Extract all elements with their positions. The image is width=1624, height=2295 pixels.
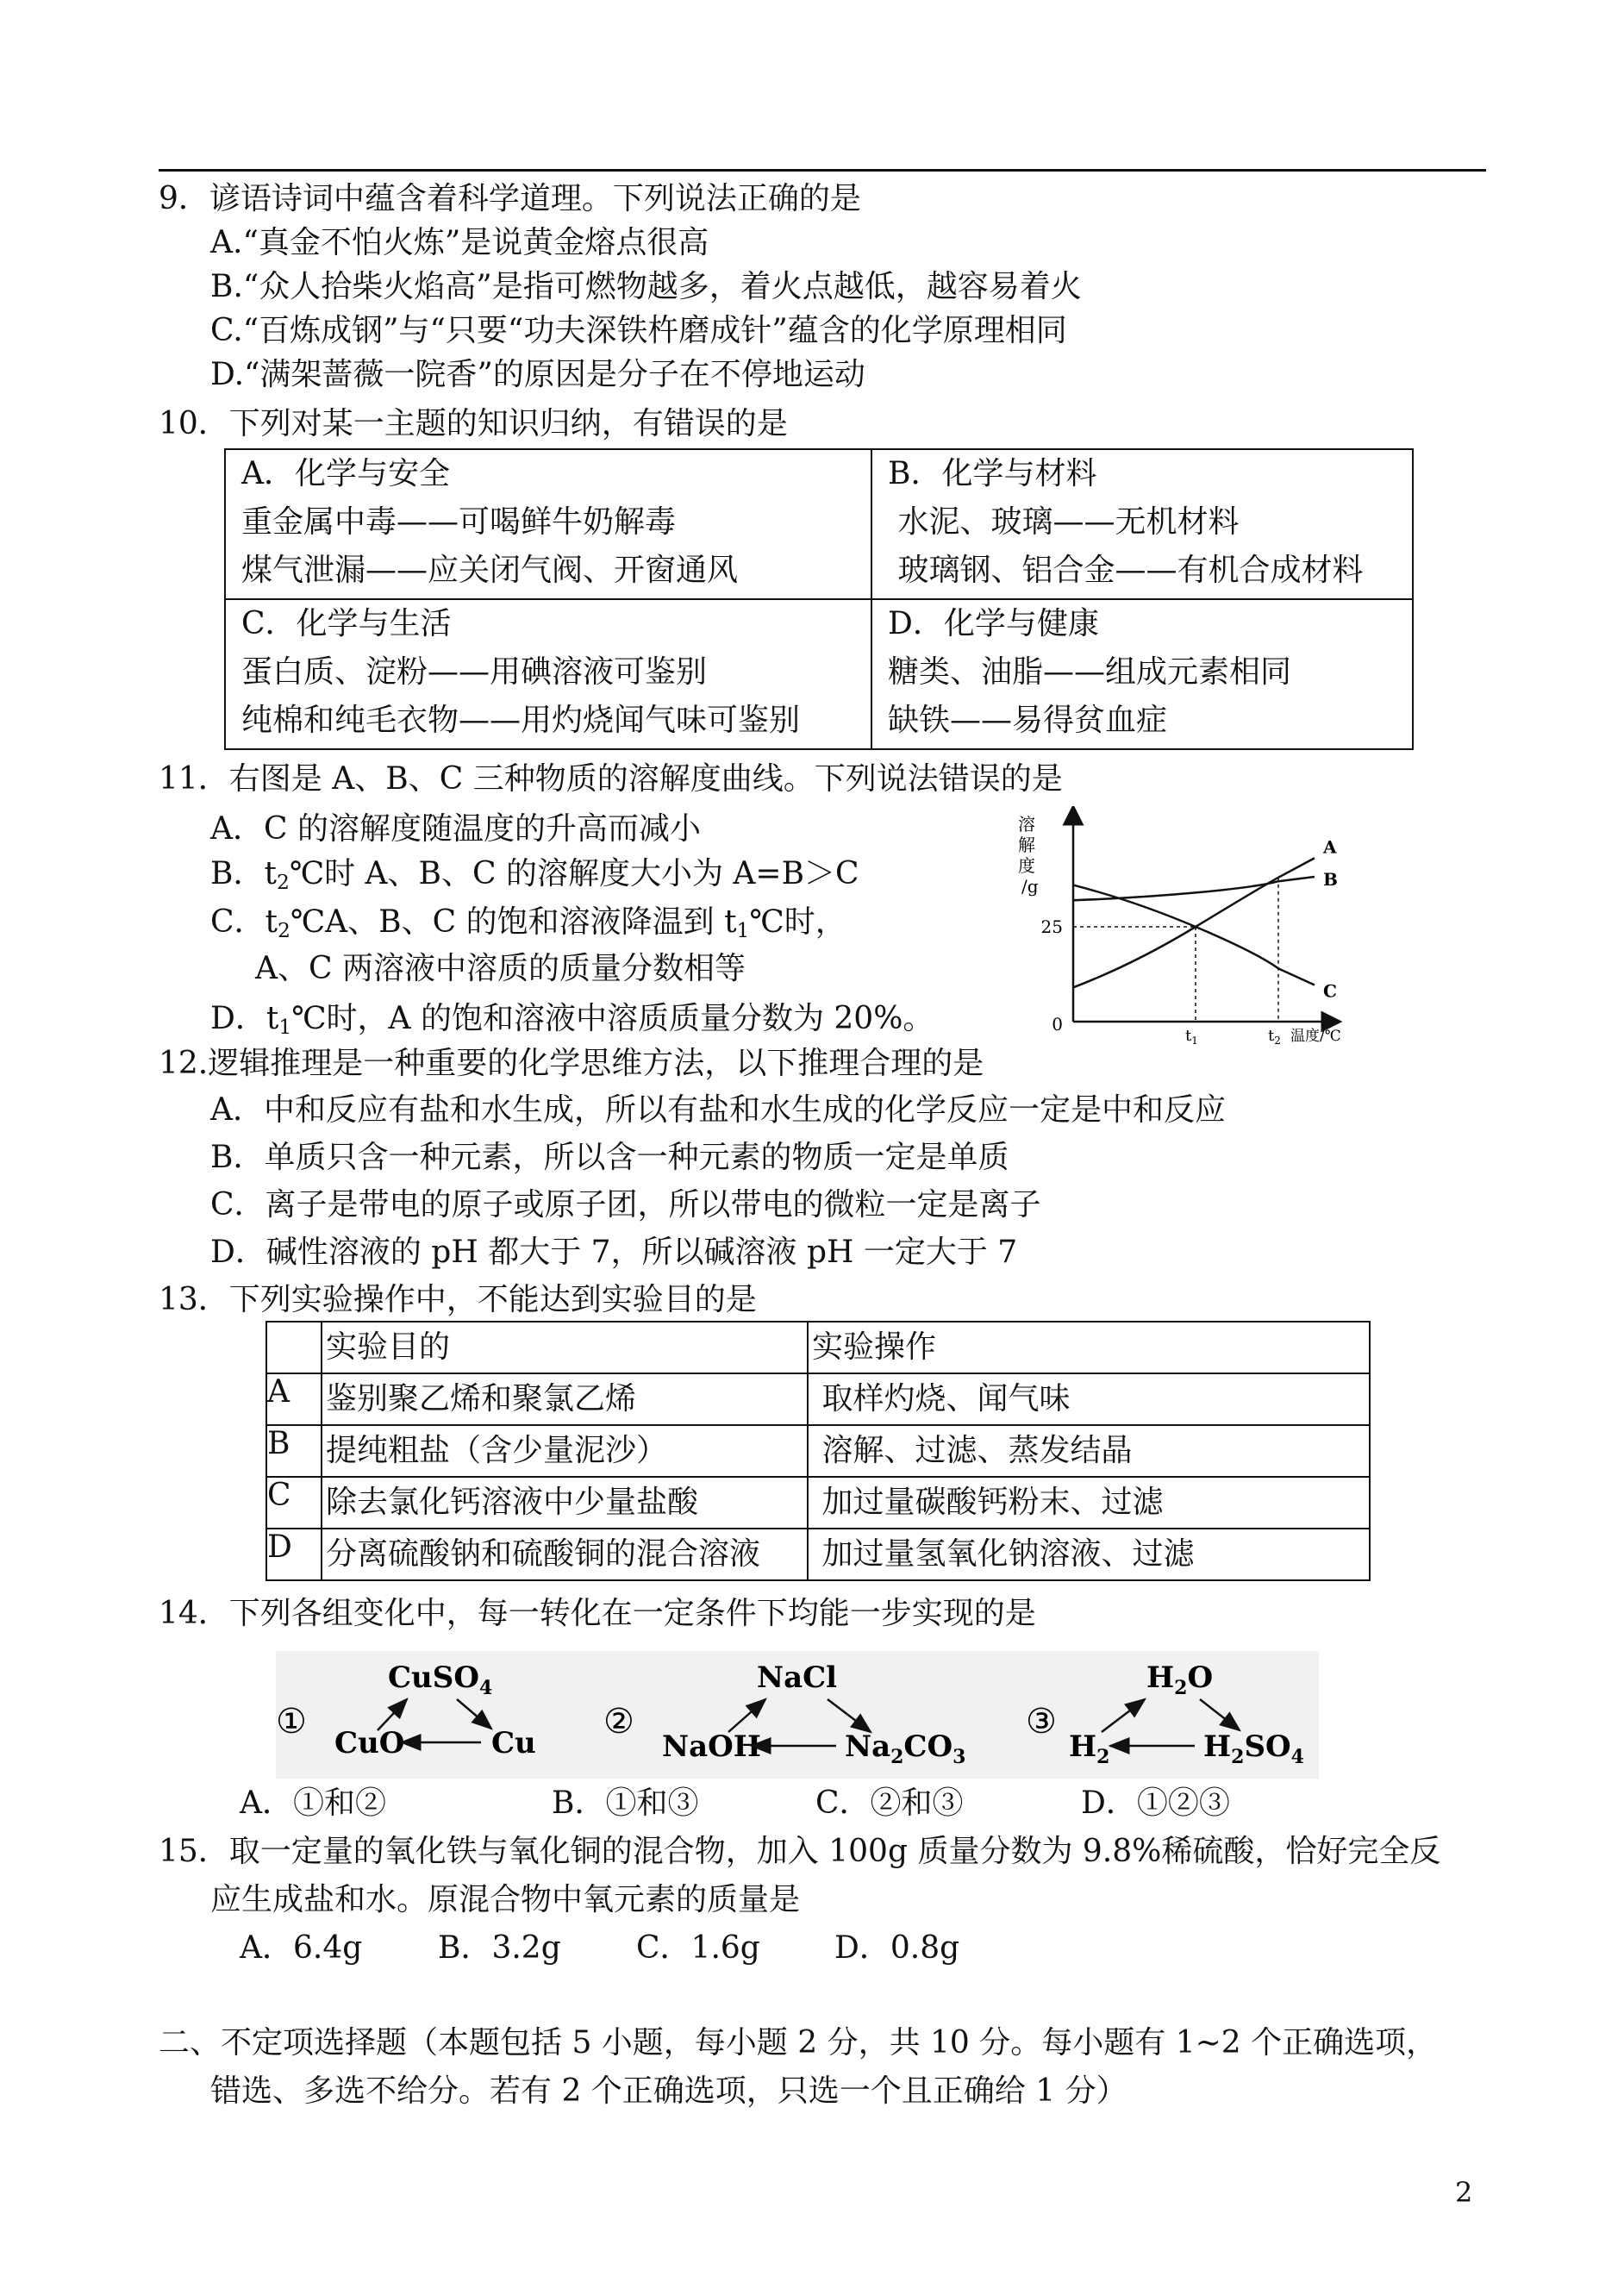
q13-row-b-label: B (266, 1425, 322, 1477)
q13-row-d-label: D (266, 1529, 322, 1580)
q9-stem: 9．谚语诗词中蕴含着科学道理。下列说法正确的是 (159, 181, 861, 216)
diagram-3-right: $H_2SO_4$ (1203, 1729, 1304, 1768)
q13-header-purpose: 实验目的 (322, 1322, 808, 1373)
q13-header-blank (266, 1322, 322, 1373)
q13-row-d-operation: 加过量氢氧化钠溶液、过滤 (808, 1529, 1370, 1580)
curve-label-a: A (1323, 836, 1337, 858)
page-number: 2 (1455, 2176, 1473, 2209)
diagram-1-left: CuO (334, 1726, 405, 1760)
diagram-1-number: ① (276, 1702, 307, 1742)
t2-label: $t_2$ (1268, 1027, 1281, 1047)
diagram-2 (603, 1660, 965, 1768)
diagram-1 (276, 1660, 536, 1760)
diagram-2-arrow-top-right (828, 1699, 871, 1732)
diagram-3-left: $H_2$ (1069, 1729, 1110, 1768)
q13-header-operation: 实验操作 (808, 1322, 1370, 1373)
q13-row-d-purpose: 分离硫酸钠和硫酸铜的混合溶液 (322, 1529, 808, 1580)
y-axis-unit: /g (1021, 876, 1039, 897)
q13-row-b-purpose: 提纯粗盐（含少量泥沙） (322, 1425, 808, 1477)
conversion-diagrams-svg (276, 1651, 1319, 1779)
q14-answer-a: A．①和② (240, 1785, 386, 1821)
table-row (266, 1477, 1370, 1529)
diagram-2-number: ② (603, 1702, 634, 1742)
q11-option-d: D．$t_1℃$时，A 的饱和溶液中溶质质量分数为 20%。 (210, 1001, 934, 1039)
q15-line1: 15．取一定量的氧化铁与氧化铜的混合物，加入 100g 质量分数为 9.8%稀硫酸，恰好完全反 (159, 1834, 1441, 1869)
q10-cell-c-line1: 蛋白质、淀粉——用碘溶液可鉴别 (241, 654, 708, 690)
q14-answer-d: D．①②③ (1081, 1785, 1230, 1821)
q13-row-b-operation: 溶解、过滤、蒸发结晶 (808, 1425, 1370, 1477)
diagram-2-arrow-left-top (728, 1699, 765, 1732)
q13-row-c-label: C (266, 1477, 322, 1529)
curve-label-b: B (1323, 869, 1338, 891)
section2-line2: 错选、多选不给分。若有 2 个正确选项，只选一个且正确给 1 分） (210, 2073, 1127, 2109)
q10-cell-b-line1: 水泥、玻璃——无机材料 (888, 504, 1240, 540)
q13-header-row (266, 1322, 1370, 1373)
q15-answer-c: C．1.6g (636, 1930, 760, 1966)
q10-cell-d-title: D．化学与健康 (888, 606, 1099, 641)
q12-option-d: D．碱性溶液的 pH 都大于 7，所以碱溶液 pH 一定大于 7 (210, 1235, 1018, 1270)
table-row (266, 1529, 1370, 1580)
q15-answer-a: A．6.4g (240, 1930, 363, 1966)
q9-option-d: D.“满架蔷薇一院香”的原因是分子在不停地运动 (210, 357, 865, 392)
q11-stem: 11．右图是 A、B、C 三种物质的溶解度曲线。下列说法错误的是 (159, 761, 1063, 797)
curves-group (1073, 836, 1338, 1022)
q10-cell-c-line2: 纯棉和纯毛衣物——用灼烧闻气味可鉴别 (241, 703, 801, 738)
q15-line2: 应生成盐和水。原混合物中氧元素的质量是 (210, 1882, 801, 1917)
y-tick-25: 25 (1040, 916, 1063, 937)
q10-cell-a-line1: 重金属中毒——可喝鲜牛奶解毒 (241, 504, 677, 540)
curve-b (1073, 877, 1315, 900)
q10-cell-b-title: B．化学与材料 (888, 456, 1097, 491)
q14-answer-c: C．②和③ (815, 1785, 964, 1821)
curve-label-c: C (1323, 980, 1337, 1002)
q15-answer-d: D．0.8g (834, 1930, 960, 1966)
q9-option-b: B.“众人拾柴火焰高”是指可燃物越多，着火点越低，越容易着火 (210, 269, 1082, 304)
q10-cell-d (871, 599, 1413, 749)
header-rule (159, 169, 1486, 172)
q13-stem: 13．下列实验操作中，不能达到实验目的是 (159, 1282, 757, 1317)
q12-option-a: A．中和反应有盐和水生成，所以有盐和水生成的化学反应一定是中和反应 (210, 1092, 1226, 1128)
q13-table (265, 1321, 1371, 1581)
diagram-1-top: CuSO$_4$ (388, 1660, 493, 1699)
diagram-2-right: $Na_2CO_3$ (845, 1729, 966, 1768)
q12-option-c: C．离子是带电的原子或原子团，所以带电的微粒一定是离子 (210, 1187, 1041, 1223)
q9-option-c: C.“百炼成钢”与“只要“功夫深铁杵磨成针”蕴含的化学原理相同 (210, 313, 1067, 348)
table-row (266, 1373, 1370, 1425)
q10-cell-b-line2: 玻璃钢、铝合金——有机合成材料 (888, 553, 1364, 588)
q10-table (224, 448, 1414, 750)
y-axis-label (1018, 814, 1039, 897)
q11-option-b: B．$t_2℃$时 A、B、C 的溶解度大小为 A=B＞C (210, 856, 859, 894)
q10-stem: 10．下列对某一主题的知识归纳，有错误的是 (159, 406, 788, 441)
q10-cell-b (871, 449, 1413, 599)
diagram-3-arrow-left-top (1102, 1699, 1145, 1732)
q11-option-c-cont: A、C 两溶液中溶质的质量分数相等 (255, 951, 746, 986)
table-row (266, 1425, 1370, 1477)
q10-cell-c (225, 599, 871, 749)
q13-row-a-label: A (266, 1373, 322, 1425)
q11-option-a: A．C 的溶解度随温度的升高而减小 (210, 811, 701, 847)
q14-answer-b: B．①和③ (552, 1785, 699, 1821)
section2-line1: 二、不定项选择题（本题包括 5 小题，每小题 2 分，共 10 分。每小题有 1~2 个正确选项， (159, 2025, 1438, 2060)
q10-cell-c-title: C．化学与生活 (241, 606, 452, 641)
q10-cell-a-line2: 煤气泄漏——应关闭气阀、开窗通风 (241, 553, 739, 588)
q12-option-b: B．单质只含一种元素，所以含一种元素的物质一定是单质 (210, 1140, 1009, 1175)
q14-stem: 14．下列各组变化中，每一转化在一定条件下均能一步实现的是 (159, 1596, 1036, 1631)
diagram-2-left: NaOH (662, 1729, 761, 1764)
diagram-3 (1026, 1660, 1304, 1768)
diagram-3-top: $H_2O$ (1146, 1660, 1214, 1699)
diagram-1-right: Cu (491, 1726, 536, 1760)
q15-answer-b: B．3.2g (438, 1930, 561, 1966)
q13-row-c-operation: 加过量碳酸钙粉末、过滤 (808, 1477, 1370, 1529)
x-axis-label: 温度/℃ (1290, 1028, 1341, 1045)
solubility-chart (1013, 806, 1384, 1047)
q12-stem: 12.逻辑推理是一种重要的化学思维方法，以下推理合理的是 (159, 1046, 984, 1081)
conversion-diagrams (276, 1651, 1319, 1779)
y-axis-label-char: 溶 (1018, 814, 1035, 835)
q11-option-c: C．$t_2℃A$、B、C 的饱和溶液降温到 $t_1℃$时， (210, 904, 846, 942)
q10-cell-d-line2: 缺铁——易得贫血症 (888, 703, 1168, 738)
origin-label: 0 (1052, 1014, 1063, 1035)
diagram-1-arrow-top-right (457, 1699, 491, 1729)
q13-row-a-operation: 取样灼烧、闻气味 (808, 1373, 1370, 1425)
y-axis-label-char: 解 (1018, 835, 1035, 855)
q13-row-c-purpose: 除去氯化钙溶液中少量盐酸 (322, 1477, 808, 1529)
q10-cell-a-title: A．化学与安全 (241, 456, 450, 491)
q10-cell-a (225, 449, 871, 599)
solubility-chart-svg (1013, 806, 1384, 1047)
q10-cell-d-line1: 糖类、油脂——组成元素相同 (888, 654, 1292, 690)
y-axis-label-char: 度 (1018, 855, 1035, 876)
diagram-2-top: NaCl (757, 1660, 838, 1695)
diagram-3-number: ③ (1026, 1702, 1057, 1742)
diagram-3-arrow-top-right (1200, 1699, 1240, 1730)
t1-label: $t_1$ (1185, 1027, 1198, 1047)
q9-option-a: A.“真金不怕火炼”是说黄金熔点很高 (210, 225, 709, 260)
q13-row-a-purpose: 鉴别聚乙烯和聚氯乙烯 (322, 1373, 808, 1425)
